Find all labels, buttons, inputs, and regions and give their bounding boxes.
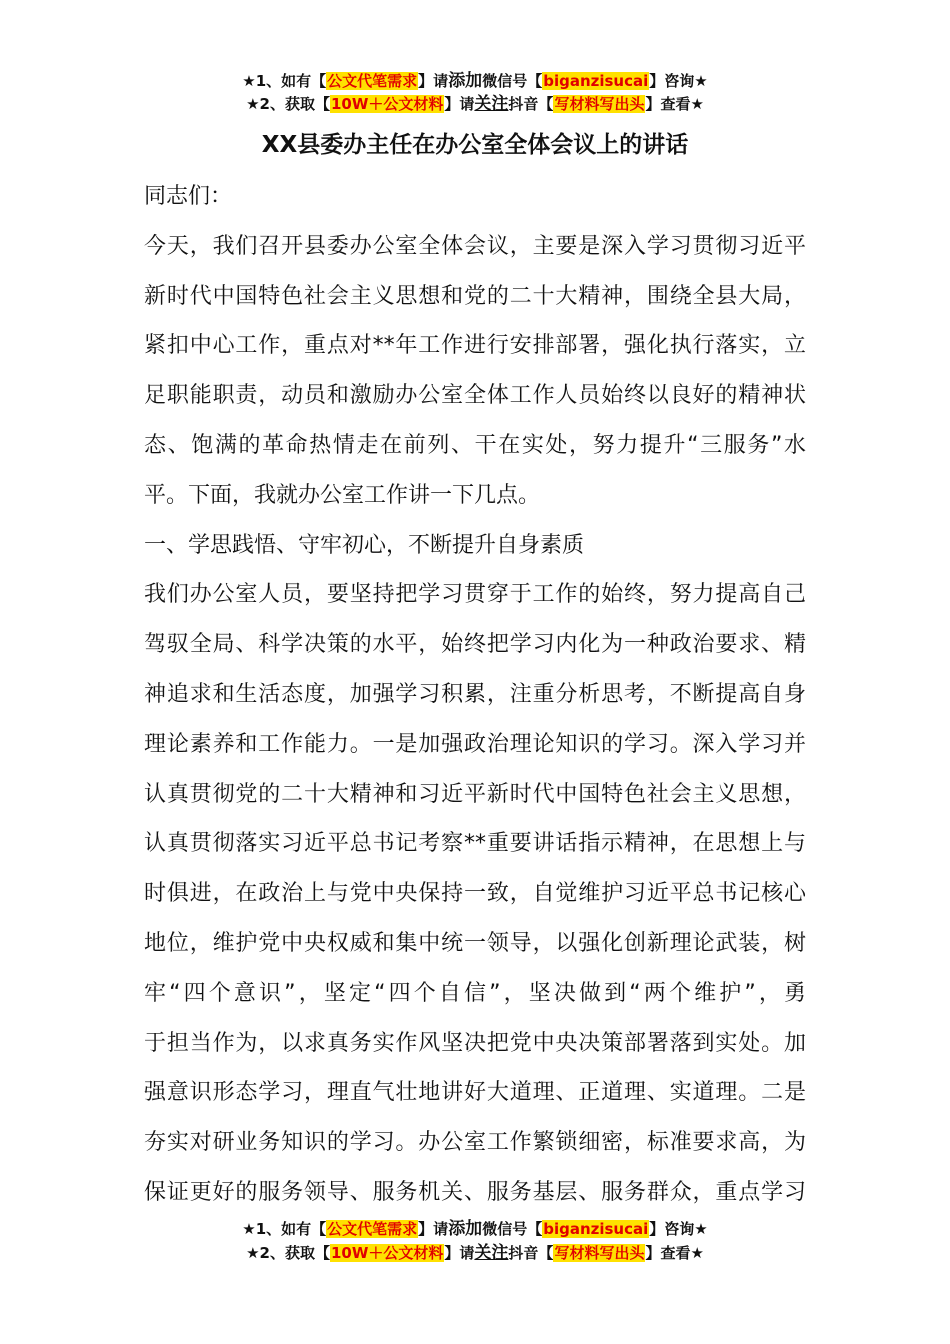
document-title: XX县委办主任在办公室全体会议上的讲话 xyxy=(261,132,689,158)
wechat-id-highlight: biganzisucai xyxy=(543,1220,649,1238)
text-line: 态、饱满的革命热情走在前列、干在实处，努力提升“三服务”水 xyxy=(144,432,806,458)
section-heading-1: 一、学思践悟、守牢初心，不断提升自身素质 xyxy=(144,532,585,558)
text-line: 平。下面，我就办公室工作讲一下几点。 xyxy=(144,482,541,508)
text-line: 认真贯彻落实习近平总书记考察**重要讲话指示精神，在思想上与 xyxy=(144,831,806,857)
notice-emphasis: 添加 xyxy=(448,1219,483,1239)
salutation: 同志们： xyxy=(144,184,233,209)
notice-highlight: 10W＋公文材料 xyxy=(330,1244,444,1262)
notice-highlight: 10W＋公文材料 xyxy=(330,95,444,113)
footer-notice-line-2 xyxy=(0,1242,950,1264)
text-line: 强意识形态学习，理直气壮地讲好大道理、正道理、实道理。二是 xyxy=(144,1080,806,1106)
notice-text: 】请 xyxy=(444,1244,475,1262)
text-line: 足职能职责，动员和激励办公室全体工作人员始终以良好的精神状 xyxy=(144,383,806,409)
notice-highlight: 公文代笔需求 xyxy=(327,72,418,90)
text-line: 今天，我们召开县委办公室全体会议，主要是深入学习贯彻习近平 xyxy=(144,233,806,259)
notice-text: 】咨询★ xyxy=(649,72,708,90)
notice-emphasis: 添加 xyxy=(448,71,483,91)
notice-text: 】咨询★ xyxy=(649,1220,708,1238)
text-line: 理论素养和工作能力。一是加强政治理论知识的学习。深入学习并 xyxy=(144,731,806,757)
text-line: 我们办公室人员，要坚持把学习贯穿于工作的始终，努力提高自己 xyxy=(144,582,806,608)
text-line: 驾驭全局、科学决策的水平，始终把学习内化为一种政治要求、精 xyxy=(144,632,806,658)
notice-text: ★1、如有【 xyxy=(242,72,327,90)
text-line: 夯实对研业务知识的学习。办公室工作繁锁细密，标准要求高，为 xyxy=(144,1130,806,1156)
notice-text: 】请 xyxy=(418,72,449,90)
douyin-id-highlight: 写材料写出头 xyxy=(554,1244,645,1262)
notice-text: 】请 xyxy=(418,1220,449,1238)
text-line: 紧扣中心工作，重点对**年工作进行安排部署，强化执行落实，立 xyxy=(144,333,806,359)
notice-text: 微信号【 xyxy=(482,1220,543,1238)
notice-emphasis: 关注 xyxy=(474,1243,509,1263)
text-line: 于担当作为，以求真务实作风坚决把党中央决策部署落到实处。加 xyxy=(144,1030,806,1056)
notice-text: 】查看★ xyxy=(645,1244,704,1262)
paragraph-study xyxy=(144,570,806,1217)
paragraph-intro xyxy=(144,222,806,521)
text-line: 认真贯彻党的二十大精神和习近平新时代中国特色社会主义思想， xyxy=(144,781,806,807)
notice-line-1 xyxy=(0,70,950,92)
notice-text: ★2、获取【 xyxy=(246,1244,330,1262)
notice-text: 抖音【 xyxy=(508,95,554,113)
text-line: 保证更好的服务领导、服务机关、服务基层、服务群众，重点学习 xyxy=(144,1179,806,1205)
notice-highlight: 公文代笔需求 xyxy=(327,1220,418,1238)
douyin-id-highlight: 写材料写出头 xyxy=(554,95,645,113)
text-line: 新时代中国特色社会主义思想和党的二十大精神，围绕全县大局， xyxy=(144,283,806,309)
notice-text: 抖音【 xyxy=(508,1244,554,1262)
footer-notice-line-1 xyxy=(0,1218,950,1240)
text-line: 神追求和生活态度，加强学习积累，注重分析思考，不断提高自身 xyxy=(144,681,806,707)
wechat-id-highlight: biganzisucai xyxy=(543,72,649,90)
notice-emphasis: 关注 xyxy=(474,94,509,114)
text-line: 牢“四个意识”，坚定“四个自信”，坚决做到“两个维护”，勇 xyxy=(144,980,806,1006)
notice-text: ★2、获取【 xyxy=(246,95,330,113)
notice-line-2 xyxy=(0,93,950,115)
notice-text: ★1、如有【 xyxy=(242,1220,327,1238)
notice-text: 微信号【 xyxy=(482,72,543,90)
notice-text: 】请 xyxy=(444,95,475,113)
notice-text: 】查看★ xyxy=(645,95,704,113)
document-body xyxy=(144,172,806,1218)
text-line: 时俱进，在政治上与党中央保持一致，自觉维护习近平总书记核心 xyxy=(144,881,806,907)
text-line: 地位，维护党中央权威和集中统一领导，以强化创新理论武装，树 xyxy=(144,930,806,956)
